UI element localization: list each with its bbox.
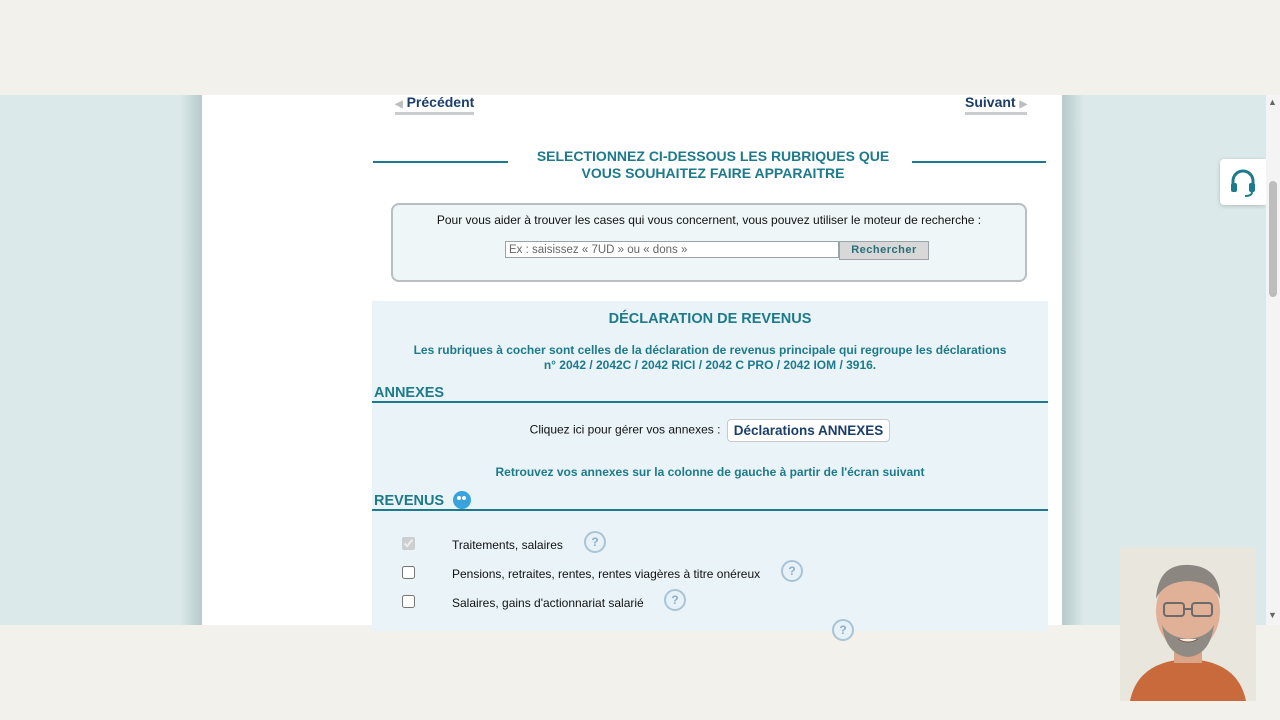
- actionnariat-checkbox[interactable]: [402, 595, 415, 608]
- help-icon[interactable]: ?: [781, 560, 803, 582]
- vertical-scrollbar[interactable]: [1266, 95, 1280, 625]
- declaration-panel: [372, 301, 1048, 637]
- search-input[interactable]: [505, 241, 839, 258]
- revenus-rule: [372, 509, 1048, 511]
- next-label: Suivant: [965, 94, 1016, 110]
- presenter-avatar: [1120, 547, 1256, 701]
- select-title-line1: SELECTIONNEZ CI-DESSOUS LES RUBRIQUES QUE: [536, 148, 890, 164]
- section-select-title: [508, 148, 918, 182]
- browser-viewport: [0, 94, 1280, 637]
- declaration-subtitle: [392, 343, 1028, 372]
- next-link[interactable]: [965, 94, 1027, 115]
- scrollbar-thumb[interactable]: [1269, 181, 1277, 297]
- declaration-subtitle-line1: Les rubriques à cocher sont celles de la déclaration de revenus principale qui regroupe les déclarations: [413, 343, 1007, 357]
- select-title-line2: VOUS SOUHAITEZ FAIRE APPARAITRE: [581, 165, 845, 181]
- annexes-rule: [372, 401, 1048, 403]
- search-button[interactable]: Rechercher: [839, 241, 929, 260]
- help-icon[interactable]: ?: [832, 619, 854, 641]
- revenus-heading: REVENUS: [374, 493, 445, 509]
- presenter-webcam: [1120, 547, 1256, 701]
- support-button[interactable]: [1220, 159, 1266, 205]
- chevron-left-icon: ◀: [395, 99, 403, 110]
- traitements-checkbox[interactable]: [402, 537, 415, 550]
- help-icon[interactable]: ?: [664, 589, 686, 611]
- help-icon[interactable]: ?: [584, 531, 606, 553]
- scroll-down-icon[interactable]: ▼: [1268, 610, 1277, 620]
- pensions-label: Pensions, retraites, rentes, rentes viagères à titre onéreux: [452, 567, 761, 581]
- previous-label: Précédent: [406, 94, 475, 110]
- pensions-checkbox[interactable]: [402, 566, 415, 579]
- annexes-manage-text: Cliquez ici pour gérer vos annexes :: [529, 422, 721, 437]
- declaration-subtitle-line2: n° 2042 / 2042C / 2042 RICI / 2042 C PRO / 2042 IOM / 3916.: [543, 357, 877, 372]
- info-bubble-icon[interactable]: [453, 491, 471, 509]
- annexes-note: Retrouvez vos annexes sur la colonne de gauche à partir de l'écran suivant: [495, 465, 925, 479]
- actionnariat-label: Salaires, gains d'actionnariat salarié: [452, 596, 644, 610]
- declarations-annexes-button[interactable]: Déclarations ANNEXES: [727, 419, 891, 442]
- title-rule-right: [912, 161, 1046, 163]
- scroll-up-icon[interactable]: ▲: [1268, 97, 1277, 107]
- chevron-right-icon: ▶: [1019, 99, 1028, 110]
- declaration-title: DÉCLARATION DE REVENUS: [608, 311, 812, 327]
- previous-link[interactable]: [395, 94, 474, 115]
- search-panel: [391, 203, 1027, 282]
- search-help-text: Pour vous aider à trouver les cases qui vous concernent, vous pouvez utiliser le moteur de recherche :: [436, 213, 982, 227]
- page-shadow-left: [180, 95, 202, 625]
- annexes-manage-row: [372, 419, 1048, 442]
- page-shadow-right: [1062, 95, 1084, 625]
- traitements-label: Traitements, salaires: [452, 538, 563, 552]
- title-rule-left: [373, 161, 508, 163]
- annexes-heading: ANNEXES: [374, 385, 445, 401]
- tax-form-page: [202, 94, 1062, 637]
- headset-icon: [1220, 159, 1266, 205]
